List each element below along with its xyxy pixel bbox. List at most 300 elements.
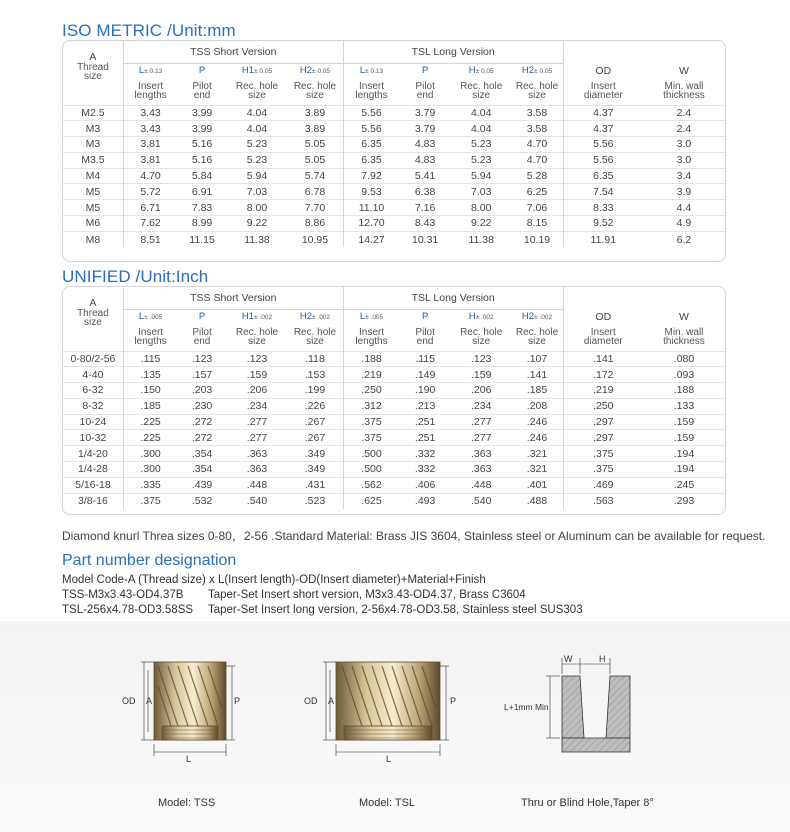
thread-size-symbol: A	[89, 51, 97, 63]
description-line: lengths	[134, 89, 167, 101]
table-cell: .563	[563, 493, 643, 509]
column-symbol: H2	[299, 310, 313, 322]
table-cell: 4.4	[643, 200, 725, 216]
table-cell: 11.38	[451, 231, 511, 247]
table-cell: .159	[643, 414, 725, 430]
table-cell: 6.35	[563, 168, 643, 184]
table-row	[63, 137, 725, 153]
table-row	[63, 477, 725, 493]
tolerance: ± .002	[312, 313, 331, 321]
tolerance: ± .002	[534, 313, 553, 321]
table-cell: 6.38	[399, 184, 451, 200]
table-cell: 4.9	[643, 216, 725, 232]
table-cell: .203	[177, 383, 227, 399]
table-cell: .562	[343, 477, 399, 493]
table-cell: 2.4	[643, 121, 725, 137]
table-cell: 5.23	[227, 137, 287, 153]
table-cell: 5.23	[451, 152, 511, 168]
table-cell: 6.2	[643, 231, 725, 247]
description-line: lengths	[134, 335, 167, 347]
cols_short-col-symbol	[123, 309, 177, 323]
table-row	[63, 398, 725, 414]
metric-section-title: ISO METRIC /Unit:mm	[62, 21, 236, 40]
table-cell: .159	[643, 430, 725, 446]
table-cell: 8.43	[399, 216, 451, 232]
tolerance: ± .002	[475, 313, 494, 321]
metric-table	[62, 40, 726, 262]
table-cell: M2.5	[63, 105, 123, 121]
table-cell: 3.79	[399, 105, 451, 121]
table-cell: .206	[451, 383, 511, 399]
table-row	[63, 231, 725, 247]
table-cell: 8.86	[287, 216, 343, 232]
od-description	[563, 323, 643, 351]
table-cell: 6.25	[511, 184, 563, 200]
table-cell: .123	[227, 351, 287, 367]
description-line: size	[528, 89, 546, 101]
table-cell: 4-40	[63, 367, 123, 383]
table-cell: .219	[563, 383, 643, 399]
column-symbol: P	[198, 64, 206, 76]
tsl-l-label: L	[386, 754, 392, 764]
table-cell: .277	[227, 430, 287, 446]
long-col-description	[399, 323, 451, 351]
short-col-description	[123, 77, 177, 105]
description-line: Pilot	[192, 326, 212, 338]
tsl-od-label: OD	[304, 696, 318, 706]
description-line: lengths	[355, 89, 388, 101]
long-col-description	[451, 323, 511, 351]
table-cell: .300	[123, 446, 177, 462]
table-cell: 3/8-16	[63, 493, 123, 509]
table-cell: .332	[399, 446, 451, 462]
long-col-description	[343, 323, 399, 351]
table-row	[63, 200, 725, 216]
table-cell: 8-32	[63, 398, 123, 414]
table-cell: 3.81	[123, 152, 177, 168]
description-line: size	[248, 335, 266, 347]
thread-size-description	[63, 63, 123, 91]
short-version-header: TSS Short Version	[123, 287, 343, 309]
table-cell: .272	[177, 430, 227, 446]
table-cell: 10-24	[63, 414, 123, 430]
table-cell: 5.74	[287, 168, 343, 184]
column-symbol: P	[198, 310, 206, 322]
table-cell: 6-32	[63, 383, 123, 399]
tolerance: ± 0.13	[365, 67, 384, 75]
cols_short-col-symbol	[123, 63, 177, 77]
table-cell: 7.92	[343, 168, 399, 184]
description-line: Thread	[77, 308, 109, 319]
description-line: Insert	[590, 326, 616, 338]
table-cell: 8.15	[511, 216, 563, 232]
column-symbol: H	[468, 64, 476, 76]
table-cell: .363	[227, 462, 287, 478]
table-cell: .185	[123, 398, 177, 414]
cols_short-col-symbol	[227, 309, 287, 323]
short-version-header: TSS Short Version	[123, 41, 343, 63]
table-cell: .354	[177, 446, 227, 462]
table-cell: M3.5	[63, 152, 123, 168]
long-col-description	[451, 77, 511, 105]
table-cell: .267	[287, 414, 343, 430]
table-cell: 9.22	[451, 216, 511, 232]
table-cell: .080	[643, 351, 725, 367]
cols_long-col-symbol	[511, 309, 563, 323]
table-cell: M8	[63, 231, 123, 247]
table-cell: 7.03	[451, 184, 511, 200]
tolerance: ± 0.05	[254, 67, 273, 75]
tss-od-label: OD	[122, 696, 136, 706]
w-description	[643, 323, 725, 351]
table-cell: .159	[227, 367, 287, 383]
table-cell: .540	[227, 493, 287, 509]
column-symbol: H1	[241, 310, 255, 322]
table-cell: 8.00	[227, 200, 287, 216]
cols_short-col-symbol	[227, 63, 287, 77]
table-cell: .118	[287, 351, 343, 367]
table-cell: .190	[399, 383, 451, 399]
table-row	[63, 121, 725, 137]
table-cell: .363	[451, 462, 511, 478]
column-symbol: L	[359, 310, 366, 322]
table-cell: 4.70	[123, 168, 177, 184]
column-symbol: L	[138, 310, 145, 322]
table-cell: 4.04	[227, 121, 287, 137]
short-col-description	[177, 323, 227, 351]
table-cell: 7.62	[123, 216, 177, 232]
description-line: Insert	[138, 80, 164, 92]
cols_long-col-symbol	[399, 63, 451, 77]
table-cell: .153	[287, 367, 343, 383]
table-cell: .159	[451, 367, 511, 383]
table-cell: .300	[123, 462, 177, 478]
table-cell: .493	[399, 493, 451, 509]
description-line: Pilot	[415, 326, 435, 338]
table-cell: .234	[227, 398, 287, 414]
table-cell: 3.58	[511, 121, 563, 137]
table-cell: 3.89	[287, 105, 343, 121]
tolerance: ± .005	[144, 313, 163, 321]
od-symbol: OD	[563, 287, 643, 323]
column-symbol: P	[421, 310, 429, 322]
table-cell: 3.99	[177, 121, 227, 137]
table-row	[63, 216, 725, 232]
column-symbol: H2	[299, 64, 313, 76]
table-cell: 0-80/2-56	[63, 351, 123, 367]
description-line: size	[84, 317, 102, 328]
table-cell: 5.23	[227, 152, 287, 168]
table-cell: .246	[511, 414, 563, 430]
table-cell: .251	[399, 430, 451, 446]
table-cell: .297	[563, 430, 643, 446]
cols_short-col-symbol	[287, 309, 343, 323]
table-row	[63, 105, 725, 121]
part-number-example-2	[62, 604, 583, 616]
column-symbol: H2	[521, 64, 535, 76]
table-cell: 4.83	[399, 152, 451, 168]
table-cell: 5.56	[343, 105, 399, 121]
description-line: end	[193, 89, 211, 101]
example-desc: Taper-Set Insert short version, M3x3.43-OD4.37, Brass C3604	[208, 589, 526, 601]
hole-w-label: W	[564, 654, 573, 664]
table-cell: 11.10	[343, 200, 399, 216]
tolerance: ± 0.05	[475, 67, 494, 75]
od-description	[563, 77, 643, 105]
table-cell: .135	[123, 367, 177, 383]
short-col-description	[227, 77, 287, 105]
table-cell: .406	[399, 477, 451, 493]
description-line: size	[306, 335, 324, 347]
table-cell: M5	[63, 184, 123, 200]
table-cell: 4.04	[451, 105, 511, 121]
table-cell: .277	[227, 414, 287, 430]
description-line: Rec. hole	[235, 326, 279, 338]
table-cell: .448	[451, 477, 511, 493]
table-cell: 3.89	[287, 121, 343, 137]
table-cell: .312	[343, 398, 399, 414]
table-cell: .332	[399, 462, 451, 478]
table-cell: 5.84	[177, 168, 227, 184]
description-line: Min. wall	[664, 80, 704, 92]
table-row	[63, 446, 725, 462]
description-line: Insert	[359, 80, 385, 92]
tsl-p-label: P	[450, 696, 457, 706]
description-line: Rec. hole	[293, 80, 337, 92]
table-cell: 7.83	[177, 200, 227, 216]
table-cell: .277	[451, 430, 511, 446]
table-row	[63, 152, 725, 168]
table-cell: 3.43	[123, 105, 177, 121]
table-cell: 6.35	[343, 152, 399, 168]
table-cell: 3.99	[177, 105, 227, 121]
table-cell: .230	[177, 398, 227, 414]
description-line: Pilot	[415, 80, 435, 92]
description-line: end	[416, 335, 434, 347]
table-cell: .115	[123, 351, 177, 367]
column-symbol: P	[421, 64, 429, 76]
description-line: Rec. hole	[515, 326, 559, 338]
table-cell: .375	[343, 430, 399, 446]
cols_long-col-symbol	[343, 309, 399, 323]
table-cell: .141	[563, 351, 643, 367]
long-col-description	[511, 77, 563, 105]
table-cell: .267	[287, 430, 343, 446]
table-cell: .188	[343, 351, 399, 367]
table-cell: .225	[123, 430, 177, 446]
table-cell: .363	[451, 446, 511, 462]
table-cell: 6.91	[177, 184, 227, 200]
table-cell: .363	[227, 446, 287, 462]
table-cell: .540	[451, 493, 511, 509]
cols_long-col-symbol	[343, 63, 399, 77]
table-cell: .500	[343, 446, 399, 462]
table-cell: 6.78	[287, 184, 343, 200]
table-cell: .141	[511, 367, 563, 383]
tsl-model-label: Model: TSL	[359, 797, 416, 809]
table-row	[63, 168, 725, 184]
thread-size-symbol: A	[89, 297, 97, 309]
table-cell: 7.16	[399, 200, 451, 216]
cols_long-col-symbol	[451, 309, 511, 323]
table-cell: .469	[563, 477, 643, 493]
table-cell: M3	[63, 137, 123, 153]
description-line: Min. wall	[664, 326, 704, 338]
table-cell: 8.00	[451, 200, 511, 216]
table-cell: 5.41	[399, 168, 451, 184]
table-cell: .185	[511, 383, 563, 399]
table-cell: 1/4-20	[63, 446, 123, 462]
description-line: Insert	[359, 326, 385, 338]
table-cell: .532	[177, 493, 227, 509]
hole-h-label: H	[599, 654, 606, 664]
table-cell: .188	[643, 383, 725, 399]
column-symbol: H2	[521, 310, 535, 322]
table-cell: 3.0	[643, 137, 725, 153]
table-cell: 9.52	[563, 216, 643, 232]
table-cell: .123	[451, 351, 511, 367]
long-col-description	[399, 77, 451, 105]
table-cell: .206	[227, 383, 287, 399]
table-cell: 10.95	[287, 231, 343, 247]
table-cell: .401	[511, 477, 563, 493]
table-cell: 1/4-28	[63, 462, 123, 478]
table-cell: 7.54	[563, 184, 643, 200]
table-cell: .246	[511, 430, 563, 446]
short-col-description	[123, 323, 177, 351]
part-number-title: Part number designation	[62, 552, 237, 569]
description-line: size	[84, 71, 102, 82]
table-cell: .107	[511, 351, 563, 367]
description-line: diameter	[583, 89, 623, 101]
table-cell: .375	[563, 462, 643, 478]
hole-depth-label: L+1mm Min	[504, 702, 549, 712]
part-number-formula: Model Code-A (Thread size) x L(Insert length)-OD(Insert diameter)+Material+Finish	[62, 574, 486, 586]
table-cell: 9.22	[227, 216, 287, 232]
material-note: Diamond knurl Threa sizes 0-80，2-56 .Standard Material: Brass JIS 3604, Stainless steel or Aluminum can be available for request.	[62, 529, 766, 543]
table-cell: .297	[563, 414, 643, 430]
table-cell: 5.28	[511, 168, 563, 184]
long-version-header: TSL Long Version	[343, 41, 563, 63]
table-cell: 3.43	[123, 121, 177, 137]
table-cell: 5.94	[451, 168, 511, 184]
table-cell: .250	[343, 383, 399, 399]
unified-grid	[63, 287, 725, 509]
table-cell: .354	[177, 462, 227, 478]
description-line: end	[416, 89, 434, 101]
table-cell: .625	[343, 493, 399, 509]
table-cell: .172	[563, 367, 643, 383]
tss-a-label: A	[146, 696, 153, 706]
unified-table	[62, 286, 726, 515]
thread-size-description	[63, 309, 123, 337]
table-cell: .213	[399, 398, 451, 414]
table-cell: .375	[123, 493, 177, 509]
cols_short-col-symbol	[177, 309, 227, 323]
table-cell: .133	[643, 398, 725, 414]
description-line: Rec. hole	[460, 326, 503, 338]
table-cell: 3.0	[643, 152, 725, 168]
table-cell: 10.19	[511, 231, 563, 247]
unified-section-title: UNIFIED /Unit:Inch	[62, 267, 209, 286]
long-col-description	[343, 77, 399, 105]
hole-diagram	[500, 652, 660, 764]
table-cell: 5.56	[563, 152, 643, 168]
table-cell: 14.27	[343, 231, 399, 247]
hole-model-label: Thru or Blind Hole,Taper 8°	[521, 797, 654, 809]
table-cell: .251	[399, 414, 451, 430]
table-cell: .245	[643, 477, 725, 493]
table-cell: 3.4	[643, 168, 725, 184]
table-cell: .199	[287, 383, 343, 399]
table-row	[63, 184, 725, 200]
table-cell: .431	[287, 477, 343, 493]
metric-grid	[63, 41, 725, 247]
description-line: Rec. hole	[293, 326, 337, 338]
table-cell: 5.23	[451, 137, 511, 153]
table-cell: 3.81	[123, 137, 177, 153]
table-cell: 5.16	[177, 137, 227, 153]
description-line: size	[472, 89, 491, 101]
column-symbol: H	[468, 310, 476, 322]
long-col-description	[511, 323, 563, 351]
table-cell: 10-32	[63, 430, 123, 446]
table-cell: 2.4	[643, 105, 725, 121]
description-line: Thread	[77, 62, 109, 73]
table-cell: 7.03	[227, 184, 287, 200]
tss-model-label: Model: TSS	[158, 797, 216, 809]
table-cell: .500	[343, 462, 399, 478]
tolerance: ± .005	[365, 313, 384, 321]
table-cell: 4.83	[399, 137, 451, 153]
table-cell: 11.38	[227, 231, 287, 247]
tolerance: ± 0.05	[534, 67, 553, 75]
table-row	[63, 383, 725, 399]
description-line: thickness	[663, 89, 705, 101]
table-cell: 5.05	[287, 137, 343, 153]
table-cell: .349	[287, 446, 343, 462]
table-cell: .272	[177, 414, 227, 430]
table-cell: 5.16	[177, 152, 227, 168]
description-line: diameter	[583, 335, 623, 347]
description-line: size	[528, 335, 546, 347]
cols_long-col-symbol	[399, 309, 451, 323]
description-line: end	[193, 335, 211, 347]
short-col-description	[287, 77, 343, 105]
table-cell: M5	[63, 200, 123, 216]
description-line: size	[306, 89, 324, 101]
short-col-description	[177, 77, 227, 105]
table-cell: .194	[643, 462, 725, 478]
column-symbol: L	[138, 64, 145, 76]
table-cell: 11.91	[563, 231, 643, 247]
table-row	[63, 493, 725, 509]
long-version-header: TSL Long Version	[343, 287, 563, 309]
table-row	[63, 367, 725, 383]
table-cell: M4	[63, 168, 123, 184]
tolerance: ± 0.13	[144, 67, 163, 75]
description-line: size	[248, 89, 266, 101]
table-cell: 5.56	[563, 137, 643, 153]
table-cell: 8.33	[563, 200, 643, 216]
column-symbol: L	[359, 64, 366, 76]
table-cell: 5.72	[123, 184, 177, 200]
table-cell: .293	[643, 493, 725, 509]
table-cell: 4.37	[563, 105, 643, 121]
table-cell: 4.37	[563, 121, 643, 137]
description-line: Rec. hole	[460, 80, 503, 92]
cols_long-col-symbol	[451, 63, 511, 77]
